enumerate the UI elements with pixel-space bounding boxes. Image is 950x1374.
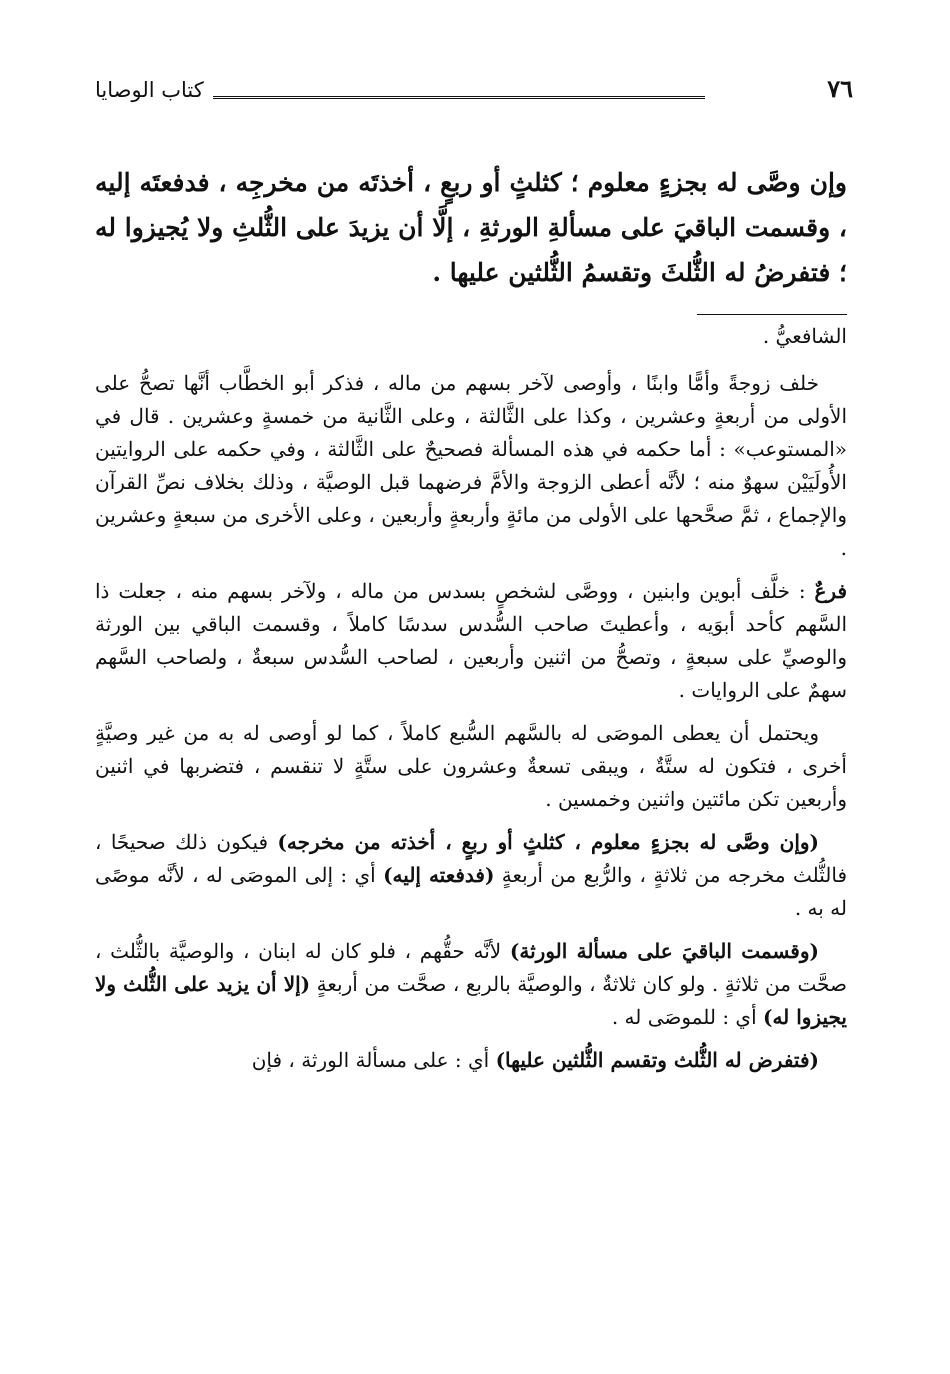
quoted-matn: (فتفرض له الثُّلث وتقسم الثُّلثين عليها)	[495, 1048, 819, 1072]
paragraph-text: لأنَّه حقُّهم ، فلو كان له ابنان ، والوصيَّة بالثُّلث ، صحَّت من ثلاثةٍ . ولو كان ثلاثةٌ ، والوصيَّة بالربع ، صحَّت من أربعةٍ	[95, 939, 847, 996]
commentary-paragraph: ويحتمل أن يعطى الموصَى له بالسَّهم السُّبع كاملاً ، كما لو أوصى له به من غير وصيَّةٍ أخرى ، فتكون له ستَّةٌ ، ويبقى تسعةٌ وعشرون على ستَّةٍ لا تنقسم ، فتضربها في اثنين وأربعين تكن مائتين واثنين وخمسين .	[95, 721, 847, 811]
page-number: ٧٦	[827, 74, 853, 103]
paragraph-text: أي : على مسألة الورثة ، فإن	[251, 1048, 496, 1072]
quoted-matn: (فدفعته إليه)	[383, 863, 495, 887]
commentary-paragraph	[95, 1044, 847, 1077]
quoted-matn: (وإن وصَّى له بجزءٍ معلوم ، كثلثٍ أو ربعٍ ، أخذته من مخرجه)	[277, 830, 819, 854]
quoted-matn: (وقسمت الباقيَ على مسألة الورثة)	[509, 939, 819, 963]
commentary-paragraph: خلف زوجةً وأمًّا وابنًا ، وأوصى لآخر بسهم من ماله ، فذكر أبو الخطَّاب أنَّها تصحُّ على الأولى من أربعةٍ وعشرين ، وكذا على الثَّالثة ، وعلى الثَّانية من خمسةٍ وعشرين . قال في «المستوعب» : أما حكمه في هذه المسألة فصحيحٌ على الثَّالثة ، وفي حكمه على الروايتين الأُولَيَيْن سهوٌ منه ؛ لأنَّه أعطى الزوجة والأمَّ فرضهما قبل الوصيَّة ، وذلك بخلاف نصِّ القرآن والإجماع ، ثمَّ صحَّحها على الأولى من مائةٍ وأربعةٍ وأربعين ، وعلى الأخرى من سبعةٍ وعشرين .	[95, 371, 847, 560]
commentary-attribution: الشافعيُّ .	[762, 324, 847, 348]
matn-text: وإن وصَّى له بجزءٍ معلوم ؛ كثلثٍ أو ربعٍ ، أخذتَه من مخرجِه ، فدفعتَه إليه ، وقسمت الباقيَ على مسألةِ الورثةِ ، إلَّا أن يزيدَ على الثُّلثِ ولا يُجيزوا له ؛ فتفرضُ له الثُّلثَ وتقسمُ الثُّلثين عليها .	[95, 168, 847, 287]
paragraph-text: فيكون ذلك صحيحًا ، فالثُّلث مخرجه من ثلاثةٍ ، والرُّبع من أربعةٍ	[95, 830, 847, 887]
matn-separator-rule	[697, 314, 847, 315]
commentary-paragraph	[95, 826, 847, 925]
header-rule	[213, 96, 705, 99]
paragraph-text: أي : للموصَى له .	[611, 1005, 763, 1029]
paragraph-text: : خلَّف أبوين وابنين ، ووصَّى لشخصٍ بسدس من ماله ، ولآخر بسهم منه ، جعلت ذا السَّهم كأحد أبوَيه ، وأعطيتَ صاحب السُّدس سدسًا كاملاً ، وقسمت الباقي بين الورثة والوصيِّ على سبعةٍ ، وتصحُّ من اثنين وأربعين ، لصاحب السُّدس سبعةٌ ، ولصاحب السَّهم سهمٌ على الروايات .	[95, 579, 847, 702]
page-header	[95, 72, 853, 112]
book-title: كتاب الوصايا	[95, 78, 204, 102]
far-heading: فرعٌ	[814, 579, 847, 603]
paragraph-text: أي : إلى الموصَى له ، لأنَّه موصًى له به .	[95, 863, 847, 920]
commentary-paragraph	[95, 935, 847, 1034]
commentary-paragraph	[95, 575, 847, 707]
commentary	[95, 320, 847, 1087]
quoted-matn: (إلا أن يزيد على الثُّلث ولا يجيزوا له)	[95, 972, 847, 1029]
